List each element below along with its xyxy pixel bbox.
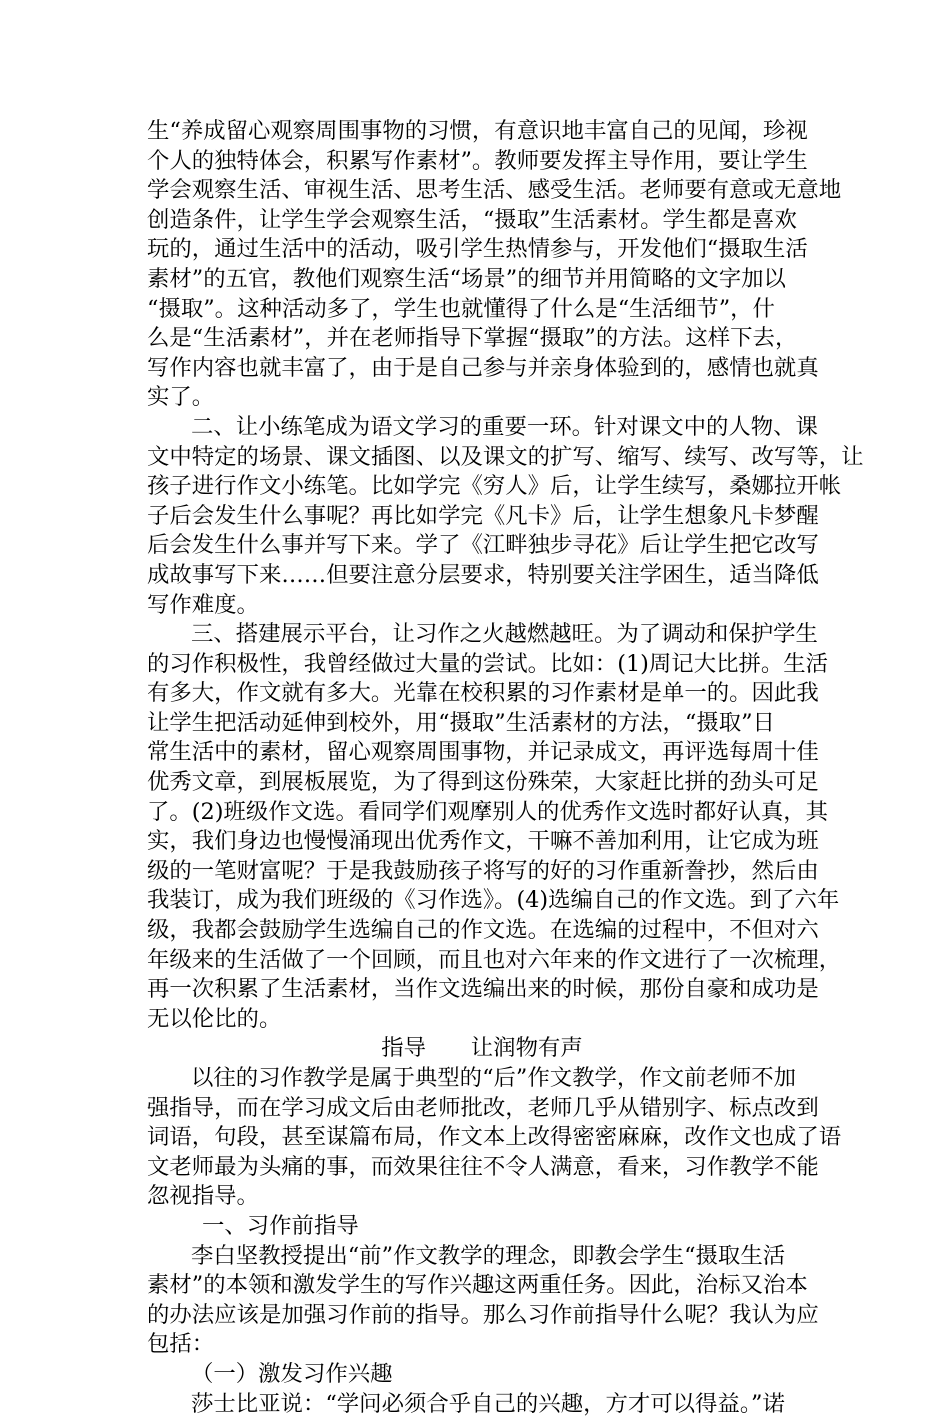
text-line: 素材”的五官，教他们观察生活“场景”的细节并用简略的文字加以 [147,265,786,292]
text-line: 后会发生什么事并写下来。学了《江畔独步寻花》后让学生把它改写 [147,532,819,559]
text-line: 写作难度。 [147,591,259,618]
text-line: 级的一笔财富呢？于是我鼓励孩子将写的好的习作重新誊抄，然后由 [147,857,819,884]
text-line: 么是“生活素材”，并在老师指导下掌握“摄取”的方法。这样下去， [147,325,798,352]
text-line: 再一次积累了生活素材，当作文选编出来的时候，那份自豪和成功是 [147,976,819,1003]
text-line: 了。(2)班级作文选。看同学们观摩别人的优秀作文选时都好认真，其 [147,798,829,825]
text-line: “摄取”。这种活动多了，学生也就懂得了什么是“生活细节”，什 [147,295,775,322]
text-line: 成故事写下来……但要注意分层要求，特别要关注学困生，适当降低 [147,561,819,588]
text-line: 素材”的本领和激发学生的写作兴趣这两重任务。因此，治标又治本 [147,1272,808,1299]
section-heading: 指导 让润物有声 [381,1035,583,1062]
text-line: 实了。 [147,384,215,411]
text-line: 强指导，而在学习成文后由老师批改，老师几乎从错别字、标点改到 [147,1094,819,1121]
text-line: 创造条件，让学生学会观察生活，“摄取”生活素材。学生都是喜欢 [147,206,797,233]
text-line: 生“养成留心观察周围事物的习惯，有意识地丰富自己的见闻，珍视 [147,118,808,144]
text-line: 的习作积极性，我曾经做过大量的尝试。比如：(1)周记大比拼。生活 [147,650,829,677]
text-line: （一）激发习作兴趣 [191,1360,393,1387]
text-line: 个人的独特体会，积累写作素材”。教师要发挥主导作用，要让学生 [147,147,808,174]
text-line: 二、让小练笔成为语文学习的重要一环。针对课文中的人物、课 [191,413,818,440]
text-line: 子后会发生什么事呢？再比如学完《凡卡》后，让学生想象凡卡梦醒 [147,502,819,529]
text-line: 词语，句段，甚至谋篇布局，作文本上改得密密麻麻，改作文也成了语 [147,1124,842,1151]
text-line: 莎士比亚说：“学问必须合乎自己的兴趣，方才可以得益。”诺 [191,1390,785,1417]
text-line: 忽视指导。 [147,1183,259,1210]
text-line: 文中特定的场景、课文插图、以及课文的扩写、缩写、续写、改写等，让 [147,443,864,470]
text-line: 学会观察生活、审视生活、思考生活、感受生活。老师要有意或无意地 [147,177,842,204]
text-line: 实，我们身边也慢慢涌现出优秀作文，干嘛不善加利用，让它成为班 [147,828,819,855]
text-line: 让学生把活动延伸到校外，用“摄取”生活素材的方法，“摄取”日 [147,709,775,736]
text-line: 玩的，通过生活中的活动，吸引学生热情参与，开发他们“摄取生活 [147,236,808,263]
text-line: 包括： [147,1331,215,1358]
text-line: 年级来的生活做了一个回顾，而且也对六年来的作文进行了一次梳理， [147,946,842,973]
text-line: 孩子进行作文小练笔。比如学完《穷人》后，让学生续写，桑娜拉开帐 [147,473,842,500]
text-line: 优秀文章，到展板展览，为了得到这份殊荣，大家赶比拼的劲头可足 [147,769,819,796]
text-line: 以往的习作教学是属于典型的“后”作文教学，作文前老师不加 [191,1065,797,1091]
text-line: 文老师最为头痛的事，而效果往往不令人满意，看来，习作教学不能 [147,1153,819,1180]
text-line: 李白坚教授提出“前”作文教学的理念，即教会学生“摄取生活 [191,1242,786,1269]
text-line: 的办法应该是加强习作前的指导。那么习作前指导什么呢？我认为应 [147,1301,819,1328]
text-line: 写作内容也就丰富了，由于是自己参与并亲身体验到的，感情也就真 [147,354,819,381]
text-line: 三、搭建展示平台，让习作之火越燃越旺。为了调动和保护学生 [191,621,818,648]
text-line: 我装订，成为我们班级的《习作选》。(4)选编自己的作文选。到了六年 [147,887,840,914]
text-line: 有多大，作文就有多大。光靠在校积累的习作素材是单一的。因此我 [147,680,819,707]
document-page [147,117,864,1419]
text-line: 一、习作前指导 [202,1212,359,1239]
text-line: 无以伦比的。 [147,1005,282,1032]
text-line: 常生活中的素材，留心观察周围事物，并记录成文，再评选每周十佳 [147,739,819,766]
text-line: 级，我都会鼓励学生选编自己的作文选。在选编的过程中，不但对六 [147,917,819,944]
